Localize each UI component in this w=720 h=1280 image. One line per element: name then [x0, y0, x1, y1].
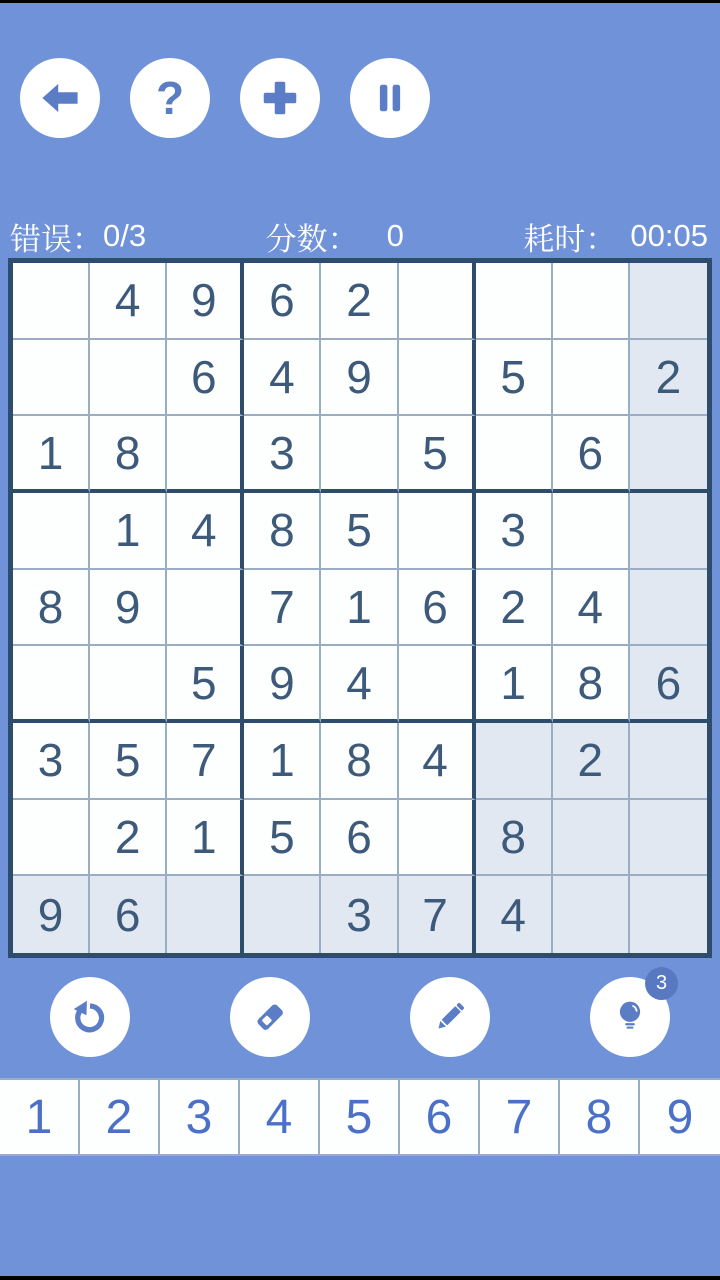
screen-top-edge [0, 0, 720, 3]
grid-cell-r4c7[interactable]: 3 [476, 493, 553, 570]
help-button[interactable] [130, 58, 210, 138]
grid-cell-r3c7[interactable] [476, 416, 553, 493]
grid-cell-r9c2[interactable]: 6 [90, 876, 167, 953]
grid-cell-r7c7[interactable] [476, 723, 553, 800]
grid-cell-r5c3[interactable] [167, 570, 244, 647]
grid-cell-r9c5[interactable]: 3 [321, 876, 398, 953]
grid-cell-r7c8[interactable]: 2 [553, 723, 630, 800]
pause-icon [368, 76, 412, 120]
new-game-button[interactable] [240, 58, 320, 138]
grid-cell-r9c3[interactable] [167, 876, 244, 953]
grid-cell-r6c9[interactable]: 6 [630, 646, 707, 723]
grid-cell-r1c6[interactable] [399, 263, 476, 340]
question-icon: ? [155, 72, 185, 124]
grid-cell-r2c6[interactable] [399, 340, 476, 417]
eraser-icon [248, 995, 292, 1039]
grid-cell-r1c2[interactable]: 4 [90, 263, 167, 340]
grid-cell-r5c6[interactable]: 6 [399, 570, 476, 647]
numpad-key-1[interactable]: 1 [0, 1080, 80, 1154]
grid-cell-r8c9[interactable] [630, 800, 707, 877]
mistakes-value: 0/3 [103, 218, 147, 253]
grid-cell-r1c1[interactable] [13, 263, 90, 340]
time-stat [523, 214, 708, 259]
plus-icon [258, 76, 302, 120]
grid-cell-r3c5[interactable] [321, 416, 398, 493]
numpad-key-7[interactable]: 7 [480, 1080, 560, 1154]
grid-cell-r8c7[interactable]: 8 [476, 800, 553, 877]
grid-cell-r2c3[interactable]: 6 [167, 340, 244, 417]
grid-cell-r9c9[interactable] [630, 876, 707, 953]
numpad-key-4[interactable]: 4 [240, 1080, 320, 1154]
numpad-key-6[interactable]: 6 [400, 1080, 480, 1154]
grid-cell-r2c5[interactable]: 9 [321, 340, 398, 417]
grid-cell-r4c3[interactable]: 4 [167, 493, 244, 570]
score-label: 分数： [265, 221, 359, 257]
grid-cell-r3c4[interactable]: 3 [244, 416, 321, 493]
number-pad [0, 1078, 720, 1156]
grid-cell-r4c5[interactable]: 5 [321, 493, 398, 570]
grid-cell-r9c1[interactable]: 9 [13, 876, 90, 953]
grid-cell-r9c6[interactable]: 7 [399, 876, 476, 953]
grid-cell-r5c5[interactable]: 1 [321, 570, 398, 647]
grid-cell-r1c7[interactable] [476, 263, 553, 340]
grid-cell-r1c5[interactable]: 2 [321, 263, 398, 340]
grid-cell-r2c7[interactable]: 5 [476, 340, 553, 417]
grid-cell-r5c7[interactable]: 2 [476, 570, 553, 647]
score-value: 0 [386, 218, 404, 253]
grid-cell-r8c8[interactable] [553, 800, 630, 877]
time-label: 耗时： [523, 221, 617, 257]
grid-cell-r2c2[interactable] [90, 340, 167, 417]
grid-cell-r2c9[interactable]: 2 [630, 340, 707, 417]
grid-cell-r8c4[interactable]: 5 [244, 800, 321, 877]
numpad-key-9[interactable]: 9 [640, 1080, 720, 1154]
numpad-key-8[interactable]: 8 [560, 1080, 640, 1154]
grid-cell-r5c8[interactable]: 4 [553, 570, 630, 647]
grid-cell-r7c4[interactable]: 1 [244, 723, 321, 800]
grid-cell-r1c9[interactable] [630, 263, 707, 340]
grid-cell-r6c4[interactable]: 9 [244, 646, 321, 723]
grid-cell-r7c3[interactable]: 7 [167, 723, 244, 800]
grid-cell-r2c8[interactable] [553, 340, 630, 417]
pencil-button[interactable] [410, 977, 490, 1057]
grid-cell-r9c8[interactable] [553, 876, 630, 953]
grid-cell-r2c4[interactable]: 4 [244, 340, 321, 417]
grid-cell-r7c2[interactable]: 5 [90, 723, 167, 800]
grid-cell-r8c1[interactable] [13, 800, 90, 877]
grid-cell-r5c2[interactable]: 9 [90, 570, 167, 647]
hint-count-badge: 3 [645, 967, 678, 1000]
undo-button[interactable] [50, 977, 130, 1057]
pause-button[interactable] [350, 58, 430, 138]
grid-cell-r6c6[interactable] [399, 646, 476, 723]
grid-cell-r8c6[interactable] [399, 800, 476, 877]
grid-cell-r4c6[interactable] [399, 493, 476, 570]
grid-cell-r6c7[interactable]: 1 [476, 646, 553, 723]
grid-cell-r9c4[interactable] [244, 876, 321, 953]
grid-cell-r8c5[interactable]: 6 [321, 800, 398, 877]
grid-cell-r4c2[interactable]: 1 [90, 493, 167, 570]
grid-cell-r7c9[interactable] [630, 723, 707, 800]
grid-cell-r9c7[interactable]: 4 [476, 876, 553, 953]
grid-cell-r4c1[interactable] [13, 493, 90, 570]
grid-cell-r5c1[interactable]: 8 [13, 570, 90, 647]
grid-cell-r6c2[interactable] [90, 646, 167, 723]
grid-cell-r7c5[interactable]: 8 [321, 723, 398, 800]
numpad-key-3[interactable]: 3 [160, 1080, 240, 1154]
grid-cell-r4c9[interactable] [630, 493, 707, 570]
screen-bottom-edge [0, 1276, 720, 1280]
grid-cell-r3c8[interactable]: 6 [553, 416, 630, 493]
grid-cell-r4c4[interactable]: 8 [244, 493, 321, 570]
grid-cell-r8c2[interactable]: 2 [90, 800, 167, 877]
undo-icon [68, 995, 112, 1039]
grid-cell-r6c8[interactable]: 8 [553, 646, 630, 723]
grid-cell-r7c6[interactable]: 4 [399, 723, 476, 800]
grid-cell-r3c9[interactable] [630, 416, 707, 493]
grid-cell-r6c5[interactable]: 4 [321, 646, 398, 723]
mistakes-stat [10, 214, 146, 259]
lightbulb-icon [608, 995, 652, 1039]
pencil-icon [428, 995, 472, 1039]
arrow-left-icon [38, 76, 82, 120]
stats-bar [10, 214, 708, 258]
grid-cell-r5c9[interactable] [630, 570, 707, 647]
back-button[interactable] [20, 58, 100, 138]
grid-cell-r5c4[interactable]: 7 [244, 570, 321, 647]
grid-cell-r1c3[interactable]: 9 [167, 263, 244, 340]
grid-cell-r1c4[interactable]: 6 [244, 263, 321, 340]
grid-cell-r8c3[interactable]: 1 [167, 800, 244, 877]
grid-cell-r3c2[interactable]: 8 [90, 416, 167, 493]
grid-cell-r3c3[interactable] [167, 416, 244, 493]
grid-cell-r6c3[interactable]: 5 [167, 646, 244, 723]
time-value: 00:05 [630, 218, 708, 253]
grid-cell-r3c1[interactable]: 1 [13, 416, 90, 493]
grid-cell-r3c6[interactable]: 5 [399, 416, 476, 493]
grid-cell-r4c8[interactable] [553, 493, 630, 570]
numpad-key-2[interactable]: 2 [80, 1080, 160, 1154]
mistakes-label: 错误： [10, 221, 103, 257]
hint-button[interactable] [590, 972, 670, 1057]
numpad-key-5[interactable]: 5 [320, 1080, 400, 1154]
score-stat [266, 214, 404, 259]
grid-cell-r7c1[interactable]: 3 [13, 723, 90, 800]
grid-cell-r2c1[interactable] [13, 340, 90, 417]
sudoku-board [8, 258, 712, 958]
grid-cell-r1c8[interactable] [553, 263, 630, 340]
grid-cell-r6c1[interactable] [13, 646, 90, 723]
erase-button[interactable] [230, 977, 310, 1057]
